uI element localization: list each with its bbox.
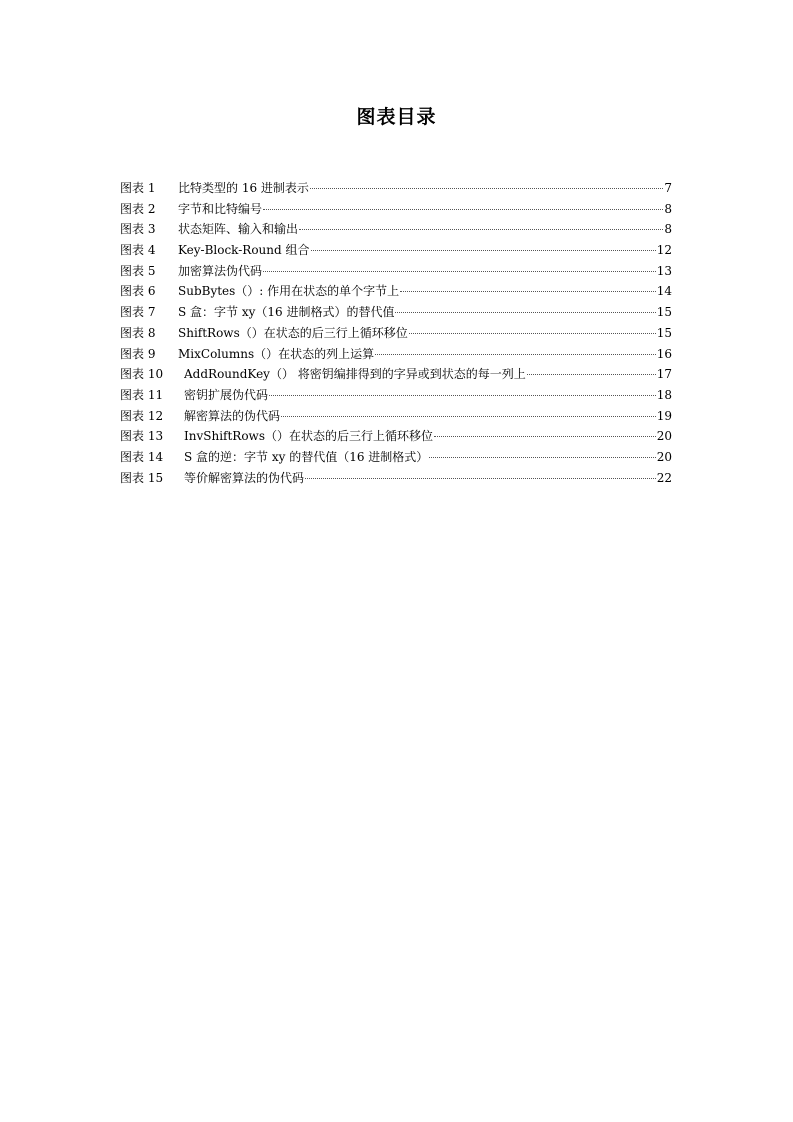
toc-entry-label: 图表 3 <box>120 222 156 237</box>
toc-entry-text: 比特类型的 16 进制表示 <box>178 181 309 195</box>
toc-entry-label: 图表 8 <box>120 325 156 340</box>
toc-entry-label: 图表 15 <box>120 470 164 485</box>
toc-leader-dots <box>263 209 663 210</box>
toc-entry-text: SubBytes（）: 作用在状态的单个字节上 <box>178 284 400 299</box>
toc-entry[interactable] <box>120 344 672 365</box>
toc-entry-label: 图表 13 <box>120 429 164 444</box>
toc-entry-label: 图表 11 <box>120 387 164 402</box>
toc-entry-page: 22 <box>656 470 672 485</box>
toc-leader-dots <box>409 333 656 334</box>
toc-leader-dots <box>269 395 656 396</box>
toc-entry-page: 8 <box>664 222 672 237</box>
toc-entry[interactable] <box>120 468 672 489</box>
toc-entry-label: 图表 1 <box>120 181 156 195</box>
toc-entry-page: 13 <box>656 263 672 278</box>
toc-entry-text: AddRoundKey（） 将密钥编排得到的字异或到状态的每一列上 <box>184 367 526 382</box>
toc-entry-page: 15 <box>656 305 672 320</box>
toc-entry[interactable] <box>120 302 672 323</box>
toc-leader-dots <box>310 188 663 189</box>
toc-entry-text: S 盒：字节 xy（16 进制格式）的替代值 <box>178 305 395 320</box>
toc-leader-dots <box>527 374 656 375</box>
toc-leader-dots <box>281 416 656 417</box>
toc-leader-dots <box>305 478 656 479</box>
table-of-figures <box>120 178 672 488</box>
toc-entry-text: Key-Block-Round 组合 <box>178 243 310 258</box>
toc-entry-page: 12 <box>656 243 672 258</box>
toc-entry-text: 加密算法伪代码 <box>178 263 263 278</box>
toc-entry-page: 20 <box>656 429 672 444</box>
toc-entry-label: 图表 14 <box>120 449 164 464</box>
toc-entry-page: 19 <box>656 408 672 423</box>
toc-entry[interactable] <box>120 178 672 199</box>
toc-entry-label: 图表 6 <box>120 284 156 299</box>
toc-entry-label: 图表 2 <box>120 201 156 216</box>
toc-entry[interactable] <box>120 364 672 385</box>
toc-entry[interactable] <box>120 385 672 406</box>
toc-entry-text: MixColumns（）在状态的列上运算 <box>178 346 375 361</box>
toc-entry-text: 解密算法的伪代码 <box>184 408 281 423</box>
toc-entry-label: 图表 10 <box>120 367 164 382</box>
toc-leader-dots <box>395 312 655 313</box>
toc-entry[interactable] <box>120 323 672 344</box>
toc-entry-page: 20 <box>656 449 672 464</box>
toc-entry[interactable] <box>120 199 672 220</box>
toc-entry-page: 8 <box>664 201 672 216</box>
toc-entry[interactable] <box>120 426 672 447</box>
toc-entry[interactable] <box>120 240 672 261</box>
toc-entry[interactable] <box>120 447 672 468</box>
toc-leader-dots <box>375 354 656 355</box>
toc-entry-text: ShiftRows（）在状态的后三行上循环移位 <box>178 325 408 340</box>
toc-entry[interactable] <box>120 219 672 240</box>
toc-entry-label: 图表 9 <box>120 346 156 361</box>
toc-entry[interactable] <box>120 281 672 302</box>
toc-entry-text: 状态矩阵、输入和输出 <box>178 222 299 237</box>
toc-entry-text: InvShiftRows（）在状态的后三行上循环移位 <box>184 429 433 444</box>
toc-entry[interactable] <box>120 261 672 282</box>
toc-leader-dots <box>429 457 655 458</box>
toc-entry-page: 15 <box>656 325 672 340</box>
page-title: 图表目录 <box>356 106 437 128</box>
toc-entry-text: 等价解密算法的伪代码 <box>184 470 305 485</box>
toc-entry-label: 图表 12 <box>120 408 164 423</box>
toc-entry-label: 图表 4 <box>120 243 156 258</box>
toc-leader-dots <box>434 436 656 437</box>
toc-leader-dots <box>299 229 663 230</box>
toc-entry-text: S 盒的逆：字节 xy 的替代值（16 进制格式） <box>184 449 429 464</box>
toc-entry-page: 18 <box>656 387 672 402</box>
toc-entry-text: 密钥扩展伪代码 <box>184 387 269 402</box>
toc-entry-label: 图表 7 <box>120 305 156 320</box>
toc-leader-dots <box>311 250 656 251</box>
toc-entry-page: 17 <box>656 367 672 382</box>
toc-leader-dots <box>263 271 656 272</box>
toc-entry[interactable] <box>120 406 672 427</box>
toc-entry-page: 14 <box>656 284 672 299</box>
toc-entry-text: 字节和比特编号 <box>178 201 263 216</box>
toc-entry-page: 16 <box>656 346 672 361</box>
toc-entry-label: 图表 5 <box>120 263 156 278</box>
toc-entry-page: 7 <box>664 181 672 195</box>
toc-leader-dots <box>400 291 656 292</box>
